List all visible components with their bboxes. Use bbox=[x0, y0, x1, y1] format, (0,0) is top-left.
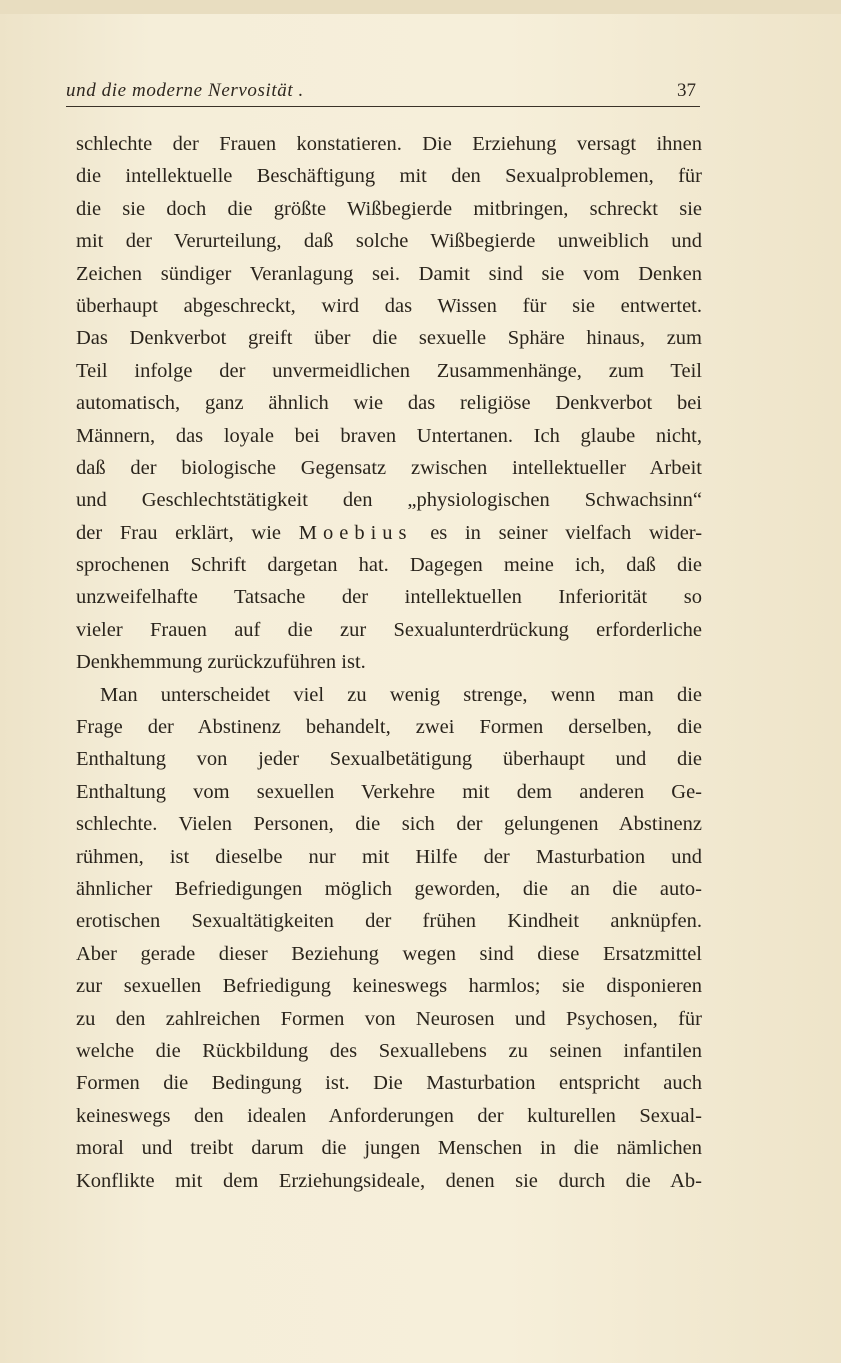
page-top-edge bbox=[0, 0, 841, 14]
text-line: vieler Frauen auf die zur Sexualunterdrückung erforderliche bbox=[76, 618, 702, 641]
text-line: ähnlicher Befriedigungen möglich geworden, die an die auto- bbox=[76, 877, 702, 900]
body-text bbox=[76, 128, 702, 1197]
text-line: daß der biologische Gegensatz zwischen intellektueller Arbeit bbox=[76, 456, 702, 479]
text-line: Enthaltung von jeder Sexualbetätigung überhaupt und die bbox=[76, 748, 702, 771]
text-line: und Geschlechtstätigkeit den „physiologischen Schwachsinn“ bbox=[76, 489, 702, 512]
text-line: schlechte. Vielen Personen, die sich der gelungenen Abstinenz bbox=[76, 813, 702, 836]
text-line: Man unterscheidet viel zu wenig strenge, wenn man die bbox=[100, 683, 702, 706]
text-segment: der Frau erklärt, wie bbox=[76, 521, 282, 544]
text-line: Männern, das loyale bei braven Untertanen. Ich glaube nicht, bbox=[76, 424, 702, 447]
text-line: die sie doch die größte Wißbegierde mitbringen, schreckt sie bbox=[76, 197, 702, 220]
text-line: Das Denkverbot greift über die sexuelle Sphäre hinaus, zum bbox=[76, 327, 702, 350]
text-line: Aber gerade dieser Beziehung wegen sind diese Ersatzmittel bbox=[76, 942, 702, 965]
text-line: Enthaltung vom sexuellen Verkehre mit dem anderen Ge- bbox=[76, 780, 702, 803]
text-line: erotischen Sexualtätigkeiten der frühen Kindheit anknüpfen. bbox=[76, 910, 702, 933]
text-line: moral und treibt darum die jungen Menschen in die nämlichen bbox=[76, 1137, 702, 1160]
text-line: Denkhemmung zurückzuführen ist. bbox=[76, 651, 366, 674]
text-line: mit der Verurteilung, daß solche Wißbegierde unweiblich und bbox=[76, 230, 702, 253]
text-line: rühmen, ist dieselbe nur mit Hilfe der Masturbation und bbox=[76, 845, 702, 868]
text-line-moebius bbox=[76, 517, 702, 549]
text-line: welche die Rückbildung des Sexuallebens zu seinen infantilen bbox=[76, 1039, 702, 1062]
text-line: Teil infolge der unvermeidlichen Zusammenhänge, zum Teil bbox=[76, 359, 702, 382]
text-line: schlechte der Frauen konstatieren. Die Erziehung versagt ihnen bbox=[76, 133, 702, 155]
text-line: Konflikte mit dem Erziehungsideale, denen sie durch die Ab- bbox=[76, 1169, 702, 1192]
text-line: zur sexuellen Befriedigung keineswegs harmlos; sie disponieren bbox=[76, 975, 702, 998]
text-line: sprochenen Schrift dargetan hat. Dagegen meine ich, daß die bbox=[76, 554, 702, 577]
text-line: überhaupt abgeschreckt, wird das Wissen für sie entwertet. bbox=[76, 294, 702, 317]
running-head-title: und die moderne Nervosität . bbox=[66, 80, 304, 101]
running-head bbox=[66, 78, 700, 107]
text-line: die intellektuelle Beschäftigung mit den Sexualproblemen, für bbox=[76, 165, 702, 188]
author-name-moebius: Moebius bbox=[298, 521, 413, 544]
text-line: unzweifelhafte Tatsache der intellektuellen Inferiorität so bbox=[76, 586, 702, 609]
text-line: Zeichen sündiger Veranlagung sei. Damit sind sie vom Denken bbox=[76, 262, 702, 285]
text-segment: es in seiner vielfach wider- bbox=[430, 521, 703, 544]
text-line: keineswegs den idealen Anforderungen der kulturellen Sexual- bbox=[76, 1104, 702, 1127]
text-line: zu den zahlreichen Formen von Neurosen und Psychosen, für bbox=[76, 1007, 702, 1030]
page-number: 37 bbox=[677, 80, 696, 101]
text-line: Frage der Abstinenz behandelt, zwei Formen derselben, die bbox=[76, 716, 702, 739]
text-line: automatisch, ganz ähnlich wie das religiöse Denkverbot bei bbox=[76, 392, 702, 415]
text-line: Formen die Bedingung ist. Die Masturbation entspricht auch bbox=[76, 1072, 702, 1095]
